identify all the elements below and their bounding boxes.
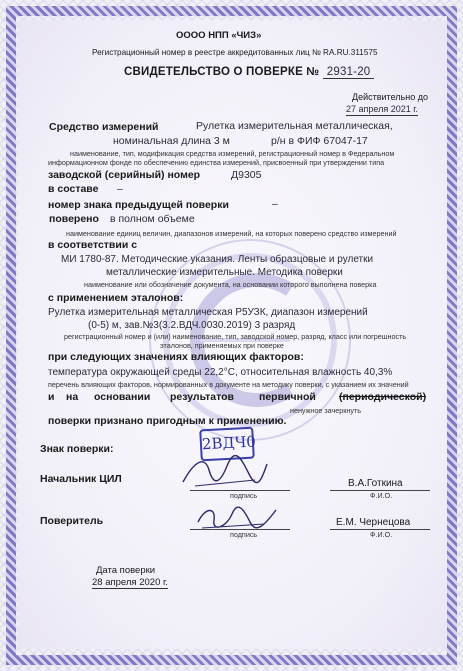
standards-line2: (0-5) м, зав.№3(3.2.ВДЧ.0030.2019) 3 разряд (88, 320, 296, 331)
verifier-name: Е.М. Чернецова (336, 517, 411, 528)
standards-line1: Рулетка измерительная металлическая Р5УЗК, диапазон измерений (48, 307, 368, 318)
standards-note-line2: эталонов, применяемых при поверке (160, 341, 284, 350)
factors-note: перечень влияющих факторов, нормированных в документе на методику поверки, с указанием их значений (48, 380, 409, 389)
chief-signature (175, 452, 270, 492)
basis-primary: первичной (259, 391, 316, 403)
instrument-note-line1: наименование, тип, модификация средства измерений, регистрационный номер в Федеральном (70, 149, 395, 158)
composition-value: – (117, 183, 123, 195)
chief-fio-note: Ф.И.О. (370, 491, 393, 500)
verification-mark-label: Знак поверки: (40, 443, 114, 455)
basis-periodic-struck: (периодической) (339, 391, 427, 403)
standards-note-line1: регистрационный номер и (или) наименование, тип, заводской номер, разряд, класс или погрешность (64, 332, 407, 341)
instrument-label: Средство измерений (49, 121, 159, 133)
chief-name: В.А.Готкина (348, 478, 403, 489)
certificate-number: 2931-20 (323, 66, 375, 79)
basis-results: результатов (170, 391, 234, 403)
instrument-value-line1: Рулетка измерительная металлическая, (196, 120, 393, 132)
basis-note: ненужное зачеркнуть (290, 406, 361, 415)
fif-registration: р/н в ФИФ 67047-17 (271, 135, 368, 147)
previous-mark-label: номер знака предыдущей поверки (48, 199, 229, 211)
verified-label: поверено (49, 213, 99, 225)
serial-label: заводской (серийный) номер (48, 169, 201, 181)
title-prefix: СВИДЕТЕЛЬСТВО О ПОВЕРКЕ № (124, 66, 320, 78)
standards-label: с применением эталонов: (48, 292, 184, 304)
method-note: наименование или обозначение документа, на основании которого выполнена поверка (84, 280, 377, 289)
composition-label: в составе (48, 183, 99, 195)
serial-value: Д9305 (231, 169, 262, 181)
accordance-label: в соответствии с (48, 239, 138, 251)
basis-word: основании (94, 391, 151, 403)
chief-sign-note: подпись (230, 491, 258, 500)
chief-label: Начальник ЦИЛ (40, 473, 122, 485)
verified-note: наименование единиц величин, диапазонов измерений, на которых поверено средство измерений (66, 229, 397, 238)
conclusion: поверки признано пригодным к применению. (48, 415, 287, 427)
verified-value: в полном объеме (110, 213, 195, 225)
valid-until-date: 27 апреля 2021 г. (346, 104, 418, 114)
instrument-value-line2: номинальная длина 3 м (113, 135, 230, 147)
organization-name: ОООО НПП «ЧИЗ» (176, 30, 262, 41)
verifier-sign-note: подпись (230, 530, 258, 539)
instrument-note-line2: информационном фонде по обеспечению единства измерений, присвоенный при утверждении типа (48, 158, 385, 167)
valid-until-label: Действительно до (352, 92, 428, 102)
basis-and: и (48, 391, 55, 403)
previous-mark-value: – (272, 198, 278, 210)
verification-date-value: 28 апреля 2020 г. (92, 577, 168, 588)
method-line2: металлические измерительные. Методика поверки (106, 267, 343, 278)
verification-stamp: 2ВДЧ0 (199, 427, 255, 462)
basis-on: на (66, 391, 79, 403)
factors-line: температура окружающей среды 22,2°С, относительная влажность 40,3% (48, 367, 393, 378)
verifier-label: Поверитель (40, 515, 104, 527)
verification-date-label: Дата поверки (96, 565, 156, 576)
factors-label: при следующих значениях влияющих факторов: (48, 351, 304, 363)
certificate-title (124, 66, 374, 79)
verifier-fio-note: Ф.И.О. (370, 530, 393, 539)
method-line1: МИ 1780-87. Методические указания. Ленты образцовые и рулетки (61, 254, 374, 265)
registration-line: Регистрационный номер в реестре аккредитованных лиц № RA.RU.311575 (92, 48, 378, 57)
